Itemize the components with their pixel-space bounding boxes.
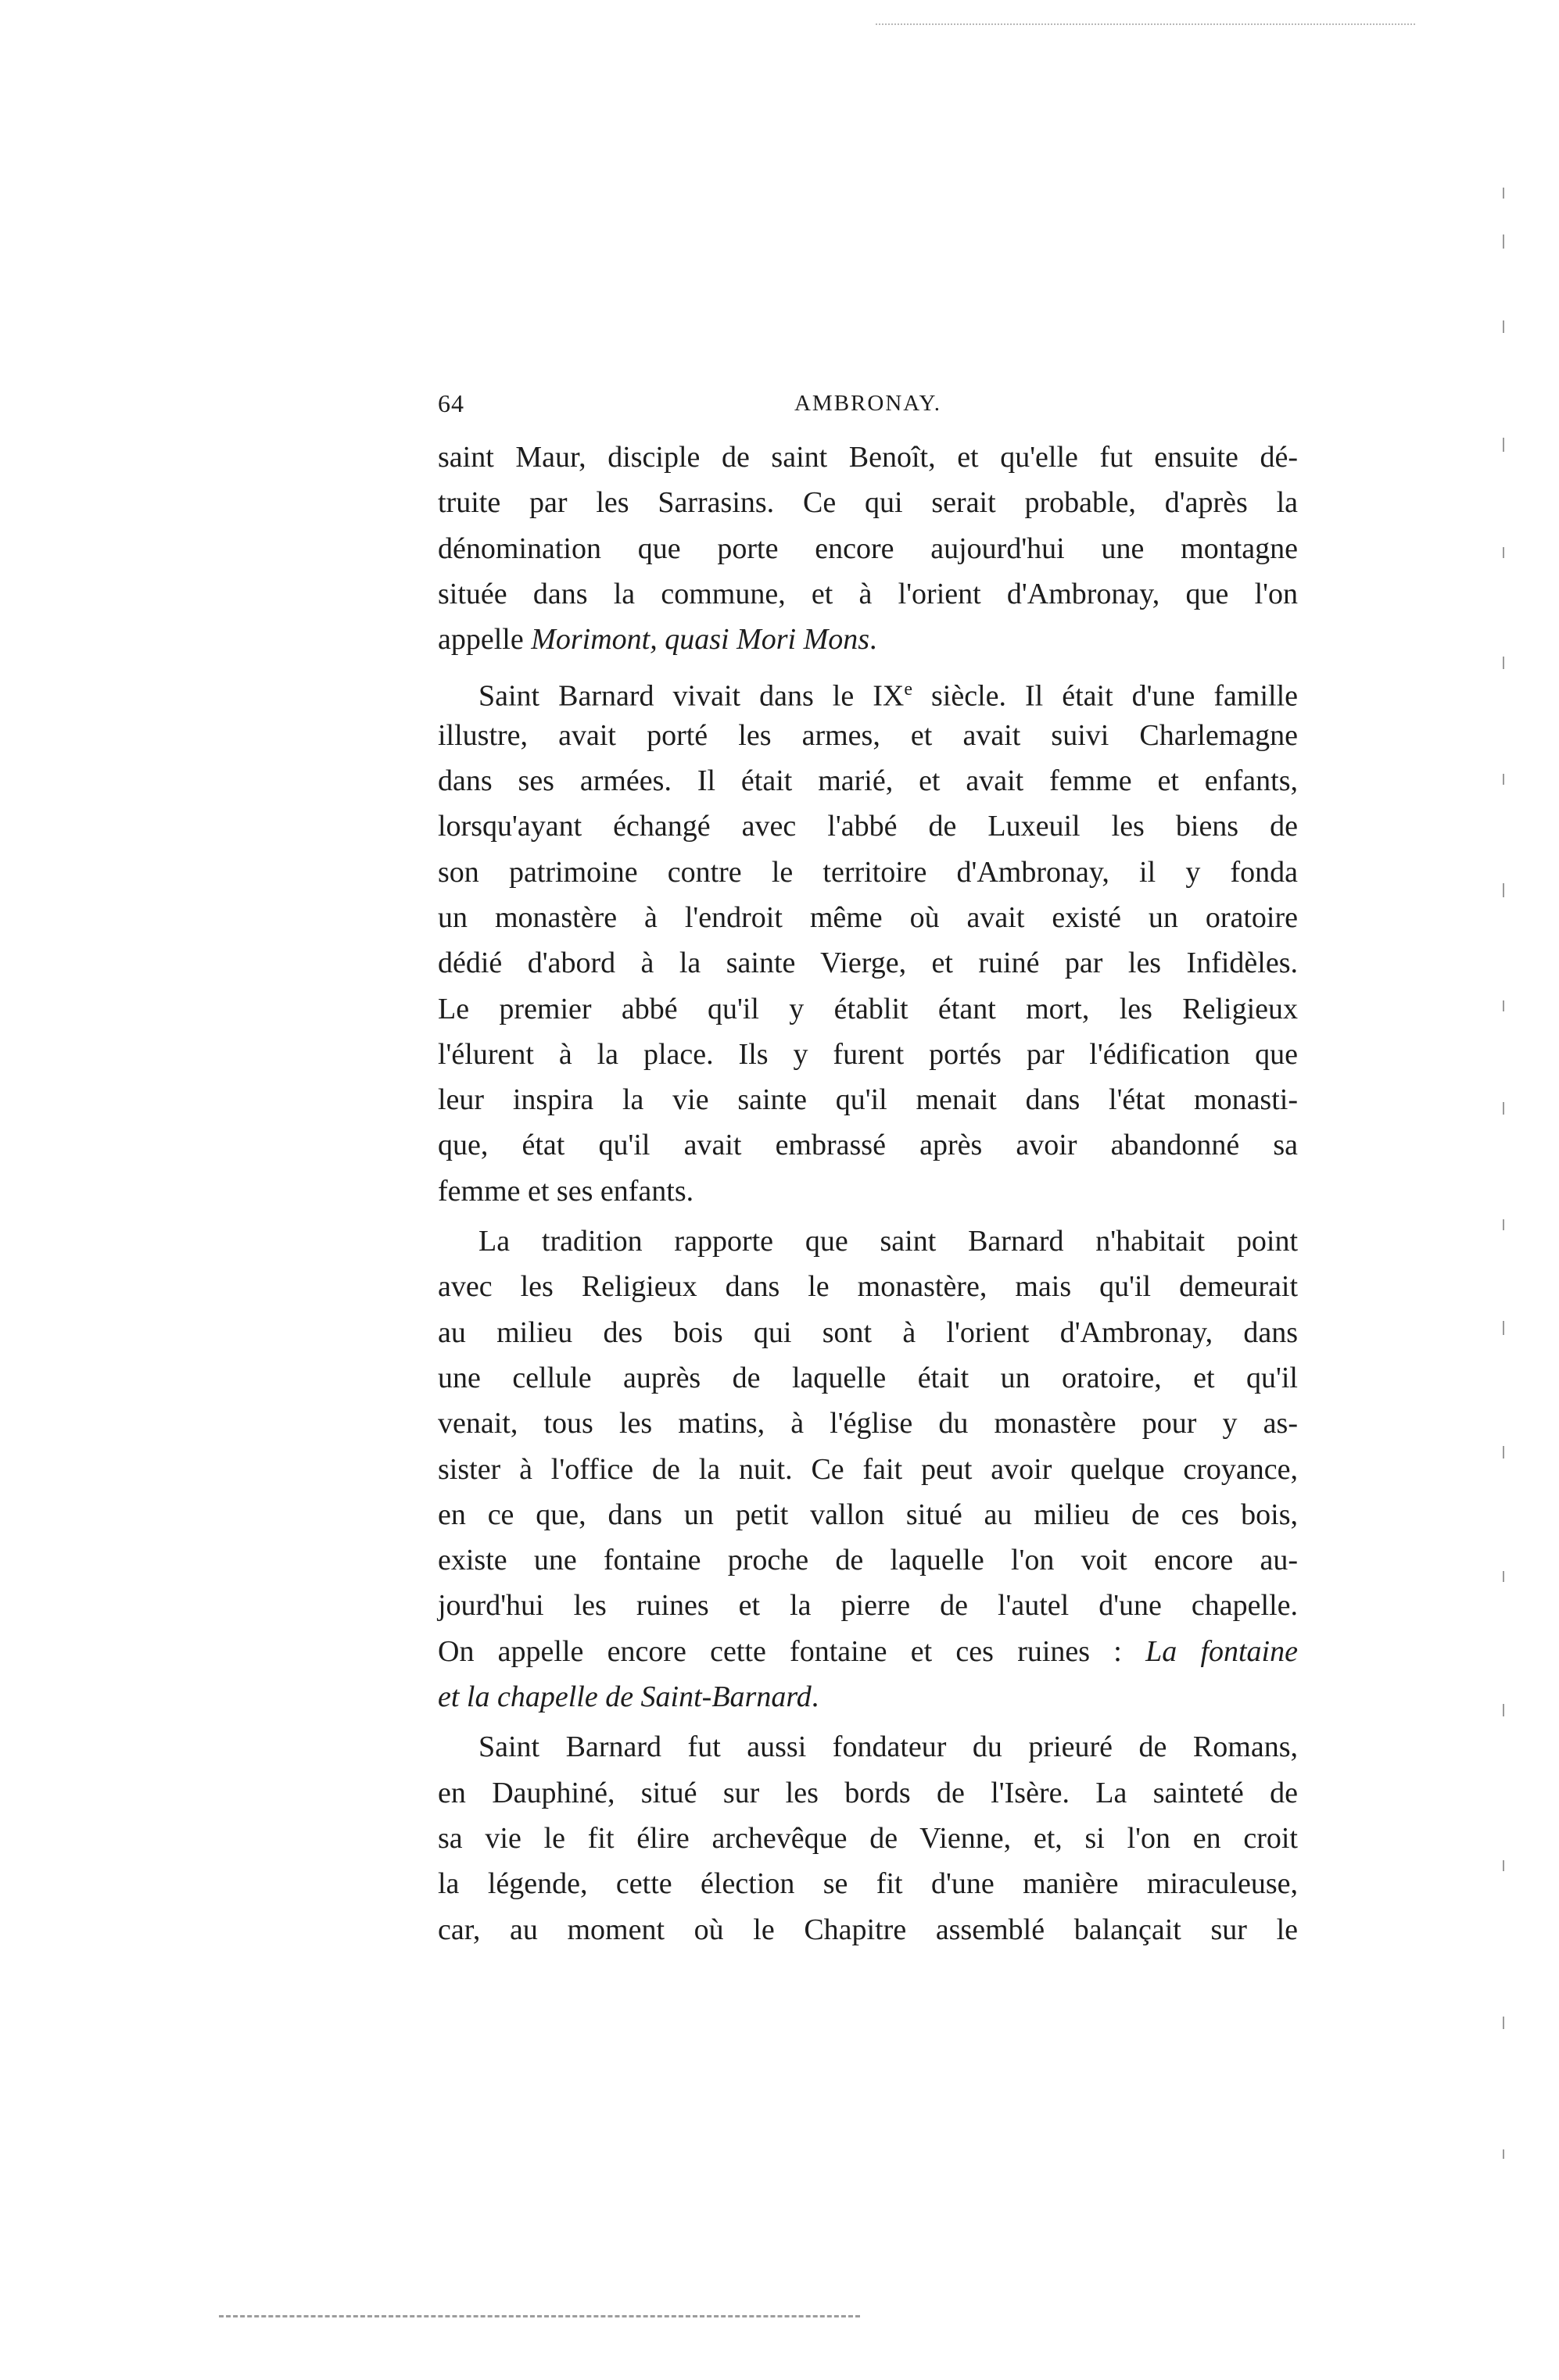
text-fragment: siècle. Il était d'une famille [912,680,1299,714]
text-line: avec les Religieux dans le monastère, mais qu'il demeurait [438,1270,1298,1304]
text-line: sa vie le fit élire archevêque de Vienne, et, si l'on en croit [438,1821,1298,1855]
text-line [438,667,1298,712]
text-line: Le premier abbé qu'il y établit étant mort, les Religieux [438,992,1298,1025]
running-title: AMBRONAY. [794,391,942,416]
text-line: La tradition rapporte que saint Barnard n'habitait point [478,1225,1298,1258]
text-line: au milieu des bois qui sont à l'orient d'Ambronay, dans [438,1315,1298,1349]
page-number: 64 [438,389,464,417]
scan-speck [1503,320,1504,333]
text-line: en Dauphiné, situé sur les bords de l'Isère. La sainteté de [438,1776,1298,1809]
text-line: truite par les Sarrasins. Ce qui serait probable, d'après la [438,486,1298,520]
paragraph-2 [438,667,1298,1214]
text-line: illustre, avait porté les armes, et avait suivi Charlemagne [438,718,1298,752]
scan-speck [1503,1704,1504,1716]
text-line: femme et ses enfants. [438,1174,694,1208]
scan-speck [1503,1321,1504,1335]
scan-speck [1503,883,1504,897]
scan-speck [1503,1219,1504,1230]
scan-speck [1503,1102,1504,1115]
top-edge-scan-marks [876,23,1415,27]
text-fragment: . [869,623,877,657]
book-page [438,389,1298,1952]
scan-speck [1503,2149,1504,2159]
scan-speck [1503,657,1504,669]
text-line: située dans la commune, et à l'orient d'Ambronay, que l'on [438,577,1298,610]
italic-phrase: Morimont, quasi Mori Mons [531,623,870,657]
text-line: l'élurent à la place. Ils y furent portés par l'édification que [438,1037,1298,1071]
text-line: dénomination que porte encore aujourd'hui une montagne [438,531,1298,565]
text-line: venait, tous les matins, à l'église du monastère pour y as- [438,1407,1298,1441]
scan-speck [1503,2017,1504,2029]
bottom-edge-scan-marks [219,2315,860,2319]
text-line: dans ses armées. Il était marié, et avait femme et enfants, [438,764,1298,798]
text-fragment: . [811,1680,819,1714]
text-line: existe une fontaine proche de laquelle l'on voit encore au- [438,1544,1298,1577]
text-line: une cellule auprès de laquelle était un oratoire, et qu'il [438,1361,1298,1394]
scan-speck [1503,234,1504,249]
right-margin-scan-specks [1503,180,1506,2212]
text-line: son patrimoine contre le territoire d'Ambronay, il y fonda [438,855,1298,889]
italic-phrase: La fontaine [1145,1634,1298,1668]
scan-speck [1503,1446,1504,1458]
text-line: sister à l'office de la nuit. Ce fait peut avoir quelque croyance, [438,1452,1298,1486]
text-line: que, état qu'il avait embrassé après avoir abandonné sa [438,1129,1298,1162]
body-text [438,435,1298,1952]
scan-speck [1503,1000,1504,1011]
text-fragment: On appelle encore cette fontaine et ces ruines : [438,1634,1146,1668]
text-line: la légende, cette élection se fit d'une manière miraculeuse, [438,1867,1298,1901]
text-line: saint Maur, disciple de saint Benoît, et qu'elle fut ensuite dé- [438,441,1298,474]
italic-phrase: et la chapelle de Saint-Barnard [438,1680,812,1714]
scan-speck [1503,1860,1504,1871]
scan-speck [1503,774,1504,785]
scan-speck [1503,188,1504,199]
text-line: lorsqu'ayant échangé avec l'abbé de Luxeuil les biens de [438,810,1298,843]
paragraph-1 [438,435,1298,662]
scan-speck [1503,547,1504,558]
text-line [438,1674,1298,1720]
paragraph-4 [438,1724,1298,1952]
paragraph-3 [438,1219,1298,1720]
text-line: Saint Barnard fut aussi fondateur du prieuré de Romans, [478,1730,1298,1764]
text-line: jourd'hui les ruines et la pierre de l'autel d'une chapelle. [438,1589,1298,1623]
scan-speck [1503,438,1504,452]
text-line: en ce que, dans un petit vallon situé au milieu de ces bois, [438,1498,1298,1531]
text-fragment: appelle [438,623,532,657]
text-line: leur inspira la vie sainte qu'il menait dans l'état monasti- [438,1083,1298,1117]
text-line: un monastère à l'endroit même où avait existé un oratoire [438,900,1298,934]
text-line: dédié d'abord à la sainte Vierge, et ruiné par les Infidèles. [438,947,1298,980]
text-line: car, au moment où le Chapitre assemblé balançait sur le [438,1913,1298,1946]
superscript: e [904,679,912,700]
text-line [438,617,1298,662]
running-head [438,389,1298,435]
scan-speck [1503,1571,1504,1582]
text-line [438,1629,1298,1674]
text-fragment: Saint Barnard vivait dans le IX [478,680,905,714]
